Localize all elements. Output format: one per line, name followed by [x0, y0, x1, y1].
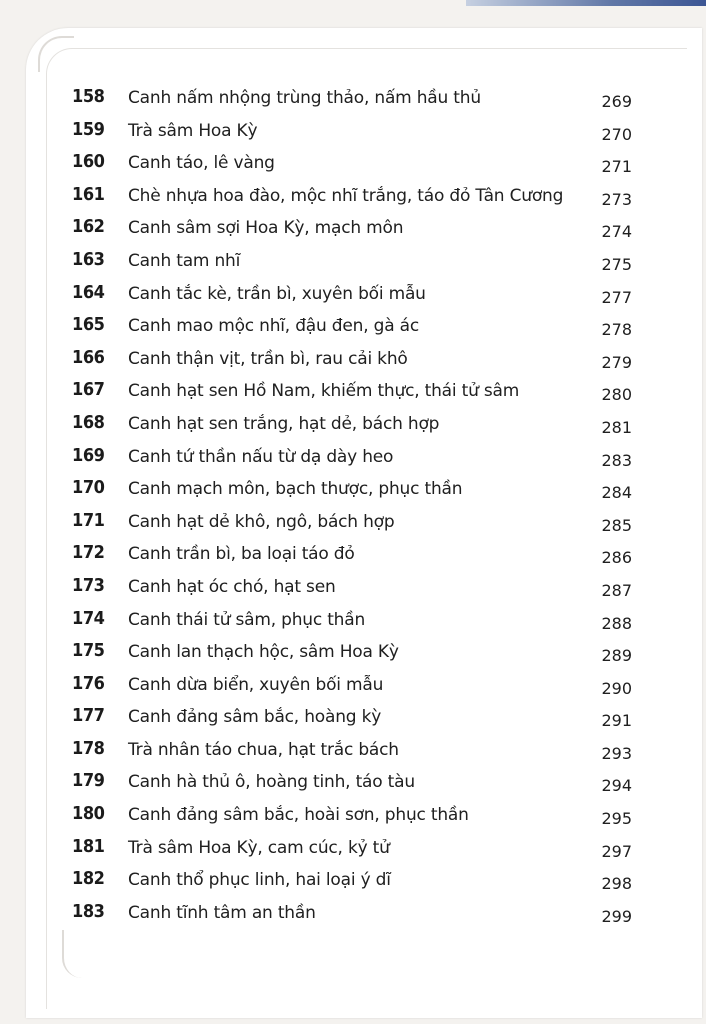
entry-page: 281	[601, 417, 632, 437]
entry-page: 270	[601, 124, 632, 144]
entry-number: 179	[72, 770, 105, 792]
entry-page: 284	[601, 483, 632, 503]
toc-row	[72, 184, 632, 217]
toc-row	[72, 640, 632, 673]
entry-page: 295	[601, 809, 632, 829]
entry-page: 275	[601, 254, 632, 274]
entry-page: 290	[601, 678, 632, 698]
entry-page: 283	[601, 450, 632, 470]
entry-page: 287	[601, 580, 632, 600]
entry-title: Canh đảng sâm bắc, hoàng kỳ	[128, 707, 382, 728]
entry-number: 170	[72, 477, 105, 499]
entry-title: Canh sâm sợi Hoa Kỳ, mạch môn	[128, 218, 404, 239]
entry-page: 278	[601, 320, 632, 340]
entry-number: 172	[72, 542, 105, 564]
entry-page: 274	[601, 222, 632, 242]
toc-row	[72, 901, 632, 934]
entry-page: 288	[601, 613, 632, 633]
entry-page: 269	[601, 92, 632, 111]
toc-row	[72, 412, 632, 445]
toc-row	[72, 379, 632, 412]
toc-row	[72, 770, 632, 803]
entry-number: 183	[72, 900, 105, 922]
entry-page: 271	[601, 157, 632, 177]
entry-page: 291	[601, 711, 632, 731]
toc-row	[72, 608, 632, 641]
toc-row	[72, 705, 632, 738]
entry-title: Canh hạt dẻ khô, ngô, bách hợp	[128, 511, 395, 532]
entry-title: Canh đảng sâm bắc, hoài sơn, phục thần	[128, 805, 469, 826]
entry-title: Canh thổ phục linh, hai loại ý dĩ	[128, 870, 391, 891]
entry-number: 177	[72, 705, 105, 727]
toc-row	[72, 510, 632, 543]
entry-page: 289	[601, 646, 632, 666]
entry-page: 280	[601, 385, 632, 405]
entry-title: Canh lan thạch hộc, sâm Hoa Kỳ	[128, 642, 399, 663]
entry-title: Canh tắc kè, trần bì, xuyên bối mẫu	[128, 283, 426, 304]
toc-row	[72, 86, 632, 119]
entry-number: 175	[72, 640, 105, 662]
entry-page: 298	[601, 874, 632, 894]
entry-title: Canh hà thủ ô, hoàng tinh, táo tàu	[128, 772, 415, 793]
toc-row	[72, 542, 632, 575]
toc-row	[72, 673, 632, 706]
entry-title: Canh mạch môn, bạch thược, phục thần	[128, 479, 463, 500]
entry-title: Trà sâm Hoa Kỳ, cam cúc, kỷ tử	[128, 837, 390, 858]
entry-title: Canh thận vịt, trần bì, rau cải khô	[128, 348, 408, 369]
entry-number: 173	[72, 574, 105, 596]
entry-number: 171	[72, 509, 105, 531]
toc-row	[72, 119, 632, 152]
entry-title: Canh hạt óc chó, hạt sen	[128, 576, 336, 597]
entry-number: 176	[72, 672, 105, 694]
toc-row	[72, 282, 632, 315]
toc-row	[72, 738, 632, 771]
toc-row	[72, 868, 632, 901]
entry-title: Canh tứ thần nấu từ dạ dày heo	[128, 446, 394, 467]
entry-title: Chè nhựa hoa đào, mộc nhĩ trắng, táo đỏ Tân Cương	[128, 185, 564, 206]
entry-title: Trà nhân táo chua, hạt trắc bách	[128, 739, 399, 760]
entry-number: 160	[72, 151, 105, 173]
entry-number: 182	[72, 868, 105, 890]
entry-number: 165	[72, 314, 105, 336]
entry-number: 164	[72, 281, 105, 303]
toc-row	[72, 445, 632, 478]
entry-number: 167	[72, 379, 105, 401]
entry-number: 166	[72, 346, 105, 368]
toc-row	[72, 314, 632, 347]
entry-title: Canh hạt sen trắng, hạt dẻ, bách hợp	[128, 413, 440, 434]
toc-row	[72, 249, 632, 282]
entry-title: Canh nấm nhộng trùng thảo, nấm hầu thủ	[128, 88, 481, 108]
entry-title: Canh tam nhĩ	[128, 250, 241, 271]
entry-number: 181	[72, 835, 105, 857]
entry-page: 293	[601, 743, 632, 763]
entry-title: Canh tĩnh tâm an thần	[128, 902, 316, 923]
page-edge-stripe	[466, 0, 706, 6]
entry-page: 297	[601, 841, 632, 861]
toc-row	[72, 151, 632, 184]
entry-title: Canh dừa biển, xuyên bối mẫu	[128, 674, 384, 695]
entry-page: 285	[601, 515, 632, 535]
entry-page: 299	[601, 906, 632, 926]
side-ornament	[62, 930, 88, 978]
entry-number: 162	[72, 216, 105, 238]
toc-row	[72, 836, 632, 869]
entry-title: Canh mao mộc nhĩ, đậu đen, gà ác	[128, 316, 420, 337]
entry-title: Canh thái tử sâm, phục thần	[128, 609, 366, 630]
entry-number: 159	[72, 118, 105, 140]
entry-title: Canh trần bì, ba loại táo đỏ	[128, 544, 355, 565]
entry-number: 158	[72, 86, 105, 107]
entry-page: 286	[601, 548, 632, 568]
toc-row	[72, 216, 632, 249]
table-of-contents	[72, 86, 632, 933]
entry-page: 273	[601, 189, 632, 209]
entry-number: 168	[72, 411, 105, 433]
entry-number: 163	[72, 248, 105, 270]
entry-number: 180	[72, 803, 105, 825]
entry-number: 169	[72, 444, 105, 466]
entry-page: 279	[601, 352, 632, 372]
toc-row	[72, 477, 632, 510]
entry-title: Canh hạt sen Hồ Nam, khiếm thực, thái tử sâm	[128, 381, 520, 402]
entry-title: Canh táo, lê vàng	[128, 153, 275, 174]
toc-row	[72, 803, 632, 836]
toc-row	[72, 575, 632, 608]
entry-page: 277	[601, 287, 632, 307]
entry-title: Trà sâm Hoa Kỳ	[128, 120, 258, 141]
entry-number: 161	[72, 183, 105, 205]
entry-page: 294	[601, 776, 632, 796]
entry-number: 178	[72, 737, 105, 759]
entry-number: 174	[72, 607, 105, 629]
toc-row	[72, 347, 632, 380]
